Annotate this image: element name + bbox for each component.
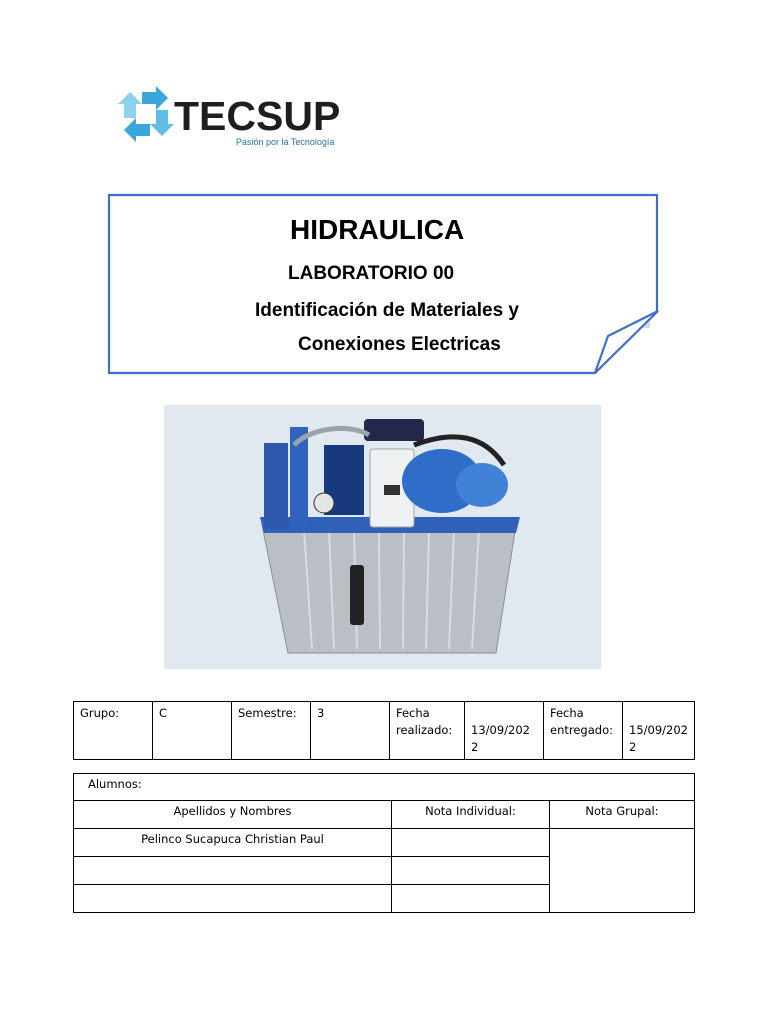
student-grade-3 [392, 885, 550, 913]
col-names-header: Apellidos y Nombres [74, 801, 392, 829]
col-individual-header: Nota Individual: [392, 801, 550, 829]
course-title: HIDRAULICA [290, 214, 465, 245]
fecha-realizado-label-line1: Fecha [396, 706, 430, 720]
fecha-realizado-value [465, 702, 544, 760]
subtitle-line-2: Conexiones Electricas [298, 334, 501, 355]
fecha-realizado-line1: 13/09/202 [471, 723, 530, 737]
grupo-value: C [153, 702, 232, 760]
semestre-value: 3 [311, 702, 390, 760]
logo-arrows-icon [118, 86, 174, 142]
col-group-header: Nota Grupal: [550, 801, 695, 829]
fecha-entregado-line1: 15/09/202 [629, 723, 688, 737]
student-name-2 [74, 857, 392, 885]
group-grade [550, 829, 695, 913]
fecha-realizado-label [390, 702, 465, 760]
fecha-entregado-label-line2: entregado: [550, 723, 613, 737]
info-table [73, 701, 695, 760]
student-name-1: Pelinco Sucapuca Christian Paul [74, 829, 392, 857]
subtitle-line-1: Identificación de Materiales y [255, 300, 519, 321]
student-grade-1 [392, 829, 550, 857]
tank-image [260, 517, 520, 653]
fecha-realizado-line2: 2 [471, 740, 479, 754]
fecha-realizado-label-line2: realizado: [396, 723, 453, 737]
students-header: Alumnos: [74, 774, 695, 801]
fecha-entregado-line2: 2 [629, 740, 637, 754]
fecha-entregado-label-line1: Fecha [550, 706, 584, 720]
hydraulic-unit-photo [164, 405, 601, 669]
fecha-entregado-label [544, 702, 623, 760]
logo-brand-text: TECSUP [174, 93, 341, 139]
student-grade-2 [392, 857, 550, 885]
fecha-entregado-value [623, 702, 695, 760]
student-name-3 [74, 885, 392, 913]
tecsup-logo [118, 86, 358, 150]
students-table [73, 773, 695, 913]
lab-title: LABORATORIO 00 [288, 263, 455, 284]
semestre-label: Semestre: [232, 702, 311, 760]
grupo-label: Grupo: [74, 702, 153, 760]
logo-tagline-text: Pasión por la Tecnología [236, 137, 335, 147]
